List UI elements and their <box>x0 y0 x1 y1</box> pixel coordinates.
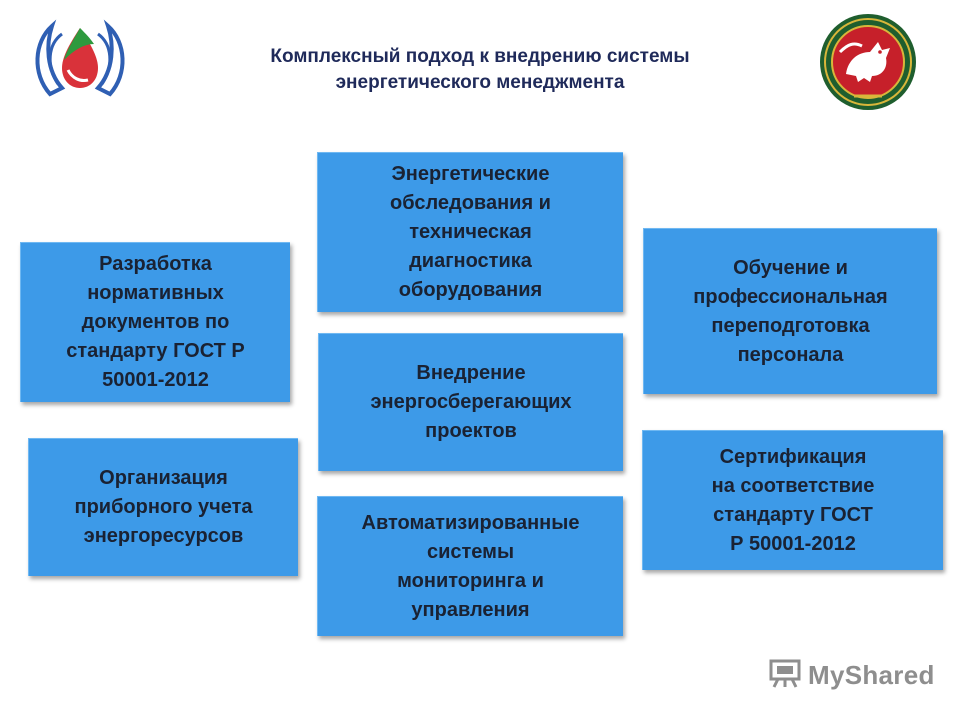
box-training <box>643 228 937 394</box>
tatarstan-emblem-icon <box>818 12 918 112</box>
box-line: 50001-2012 <box>102 369 209 391</box>
box-metering <box>28 438 298 576</box>
box-line: на соответствие <box>711 474 875 497</box>
box-line: Организация <box>99 467 228 489</box>
box-line: стандарту ГОСТ <box>713 503 873 526</box>
box-line: техническая <box>409 221 532 243</box>
myshared-watermark <box>768 656 935 694</box>
presentation-board-icon <box>768 657 802 694</box>
box-line: Внедрение <box>416 362 526 384</box>
box-line: энергосберегающих <box>370 391 572 413</box>
box-energy-saving-projects <box>318 333 623 471</box>
box-line: документов по <box>81 311 230 333</box>
box-line: обследования и <box>390 192 551 214</box>
box-line: персонала <box>737 343 844 366</box>
watermark-text: MyShared <box>808 659 935 690</box>
box-line: Р 50001-2012 <box>730 532 856 555</box>
box-line: системы <box>426 540 515 563</box>
box-certification <box>642 430 943 570</box>
box-line: проектов <box>425 420 517 442</box>
box-line: Сертификация <box>719 445 867 468</box>
box-line: приборного учета <box>74 496 253 518</box>
box-line: Энергетические <box>391 163 550 185</box>
box-line: Разработка <box>99 253 212 275</box>
box-line: Обучение и <box>733 256 848 279</box>
box-normative-documents <box>20 242 290 402</box>
box-energy-audit <box>317 152 623 312</box>
box-line: мониторинга и <box>397 569 544 592</box>
box-line: энергоресурсов <box>83 525 244 547</box>
box-line: управления <box>411 598 530 621</box>
box-line: стандарту ГОСТ Р <box>66 340 245 362</box>
slide-title <box>160 44 800 96</box>
title-line-1: Комплексный подход к внедрению системы <box>270 46 690 67</box>
box-line: оборудования <box>398 279 543 301</box>
box-automation-systems <box>317 496 623 636</box>
box-line: Автоматизированные <box>361 511 580 534</box>
box-line: нормативных <box>87 282 224 304</box>
box-line: переподготовка <box>711 314 870 337</box>
title-line-2: энергетического менеджмента <box>335 72 625 93</box>
box-line: диагностика <box>409 250 532 272</box>
box-line: профессиональная <box>693 285 888 308</box>
hands-drop-logo-icon <box>28 14 132 104</box>
